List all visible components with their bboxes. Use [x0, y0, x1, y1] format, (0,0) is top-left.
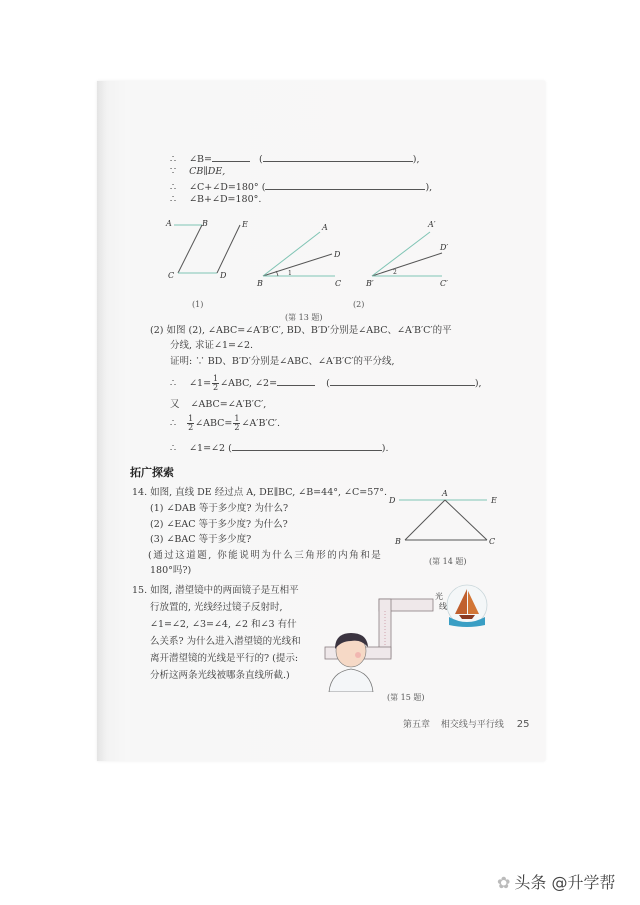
paren-open: (	[259, 154, 263, 165]
boy-illustration	[321, 627, 381, 692]
problem-15-line-2: 行放置的, 光线经过镜子反射时,	[150, 602, 283, 613]
figure-14	[387, 486, 502, 546]
proof-line-3	[170, 180, 432, 194]
paren-close: ),	[425, 182, 433, 193]
reason-blank[interactable]	[330, 376, 475, 386]
label-B: B	[257, 279, 263, 288]
reason-blank[interactable]	[265, 180, 425, 190]
figure-13-sub1: (1)	[192, 300, 204, 309]
paren-open: (	[326, 378, 330, 389]
proof-text: ∠ABC=∠A′B′C′,	[190, 399, 267, 410]
figure-13-caption: (第 13 题)	[285, 313, 323, 322]
label-B: B	[202, 219, 208, 228]
proof-line-4	[170, 194, 261, 206]
answer-blank[interactable]	[277, 376, 315, 386]
page-footer	[403, 717, 530, 730]
therefore-symbol: ∴	[170, 182, 177, 193]
label-D: D	[334, 250, 341, 259]
part2-line-1: (2) 如图 (2), ∠ABC=∠A′B′C′, BD、B′D′分别是∠ABC、∠A′B′C′的平	[150, 325, 452, 336]
therefore-symbol: ∴	[170, 418, 177, 429]
label-C: C	[489, 537, 496, 546]
figure-13	[160, 215, 490, 305]
label-B-prime: B′	[366, 279, 374, 288]
problem-14-q3: (3) ∠BAC 等于多少度?	[150, 534, 252, 545]
label-B: B	[395, 537, 401, 546]
label-D-prime: D′	[440, 243, 449, 252]
label-C: C	[335, 279, 342, 288]
paren-open: (	[228, 443, 232, 454]
figure-15-caption: (第 15 题)	[387, 693, 425, 702]
part2-line-7	[170, 441, 389, 455]
proof-text: ∠B+∠D=180°.	[189, 194, 262, 205]
problem-14-note-1: (通过这道题, 你能说明为什么三角形的内角和是	[148, 550, 383, 561]
angle-2-label: 2	[393, 269, 397, 276]
light-label: 线	[439, 602, 447, 611]
light-label: 光	[435, 592, 443, 601]
label-A: A	[322, 223, 328, 232]
label-A-prime: A′	[428, 220, 436, 229]
watermark	[497, 870, 616, 893]
textbook-page	[97, 81, 545, 761]
proof-text: ∠ABC=	[195, 418, 233, 429]
proof-text: ∠ABC, ∠2=	[220, 378, 278, 389]
problem-14-q1: (1) ∠DAB 等于多少度? 为什么?	[150, 503, 289, 514]
denominator: 2	[234, 423, 240, 432]
because-symbol: ∵	[170, 166, 177, 177]
label-E: E	[491, 496, 497, 505]
denominator: 2	[213, 383, 219, 392]
watermark-text: 头条 @升学帮	[514, 873, 616, 892]
label-D: D	[220, 271, 227, 280]
label-C: C	[168, 271, 175, 280]
figure-13-2-diagram	[256, 223, 341, 288]
paren-close: ).	[381, 443, 389, 454]
part2-line-3: 证明: ∵ BD、B′D′分别是∠ABC、∠A′B′C′的平分线,	[170, 356, 395, 367]
proof-text: ∠A′B′C′.	[241, 418, 281, 429]
figure-13-1-diagram	[165, 219, 248, 280]
reason-blank[interactable]	[263, 152, 413, 162]
label-E: E	[242, 220, 248, 229]
paren-close: ),	[412, 154, 420, 165]
part2-line-6	[170, 415, 280, 432]
part2-line-2: 分线, 求证∠1=∠2.	[170, 340, 254, 351]
paren-close: ),	[474, 378, 482, 389]
problem-15-line-6: 分析这两条光线被哪条直线所截.)	[150, 670, 290, 681]
problem-14-stem: 14. 如图, 直线 DE 经过点 A, DE∥BC, ∠B=44°, ∠C=57°.	[132, 487, 388, 498]
proof-line-1	[170, 152, 419, 166]
proof-text: CB∥DE,	[189, 166, 226, 177]
chapter-label: 第五章	[403, 720, 431, 730]
numerator: 1	[188, 414, 194, 423]
therefore-symbol: ∴	[170, 443, 177, 454]
proof-text: ∠B=	[189, 154, 212, 165]
part2-line-4	[170, 375, 482, 392]
problem-15-line-1: 15. 如图, 潜望镜中的两面镜子是互相平	[132, 585, 299, 596]
proof-line-2	[170, 166, 225, 178]
label-C-prime: C′	[440, 279, 448, 288]
fraction-half	[187, 415, 194, 432]
problem-14-note-2: 180°吗?)	[150, 565, 192, 576]
figure-13-3-diagram	[365, 220, 448, 288]
page-number: 25	[516, 719, 530, 730]
therefore-symbol: ∴	[170, 154, 177, 165]
denominator: 2	[188, 423, 194, 432]
proof-text: ∠C+∠D=180°	[189, 182, 259, 193]
part2-line-5	[170, 399, 266, 411]
sailboat-icon	[447, 585, 487, 627]
problem-14-q2: (2) ∠EAC 等于多少度? 为什么?	[150, 519, 288, 530]
problem-15-line-4: 么关系? 为什么进入潜望镜的光线和	[150, 636, 301, 647]
therefore-symbol: ∴	[170, 378, 177, 389]
fraction-half	[212, 375, 219, 392]
numerator: 1	[234, 414, 240, 423]
reason-blank[interactable]	[232, 441, 382, 451]
wechat-icon: ✿	[497, 873, 511, 892]
figure-14-caption: (第 14 题)	[429, 557, 467, 566]
fraction-half	[233, 415, 240, 432]
answer-blank[interactable]	[212, 152, 250, 162]
figure-13-sub2: (2)	[353, 300, 365, 309]
label-A: A	[166, 219, 172, 228]
proof-text: ∠1=	[189, 378, 212, 389]
proof-text: ∠1=∠2	[189, 443, 226, 454]
chapter-title: 相交线与平行线	[440, 720, 504, 730]
therefore-symbol: ∴	[170, 194, 177, 205]
angle-1-label: 1	[288, 270, 292, 277]
also-word: 又	[170, 399, 180, 410]
section-title: 拓广探索	[130, 466, 174, 479]
problem-15-line-5: 离开潜望镜的光线是平行的? (提示:	[150, 653, 299, 664]
label-A: A	[442, 489, 448, 498]
paren-open: (	[261, 182, 266, 193]
label-D: D	[389, 496, 396, 505]
numerator: 1	[213, 374, 219, 383]
problem-15-line-3: ∠1=∠2, ∠3=∠4, ∠2 和∠3 有什	[150, 619, 297, 630]
boy-icon	[329, 633, 373, 692]
